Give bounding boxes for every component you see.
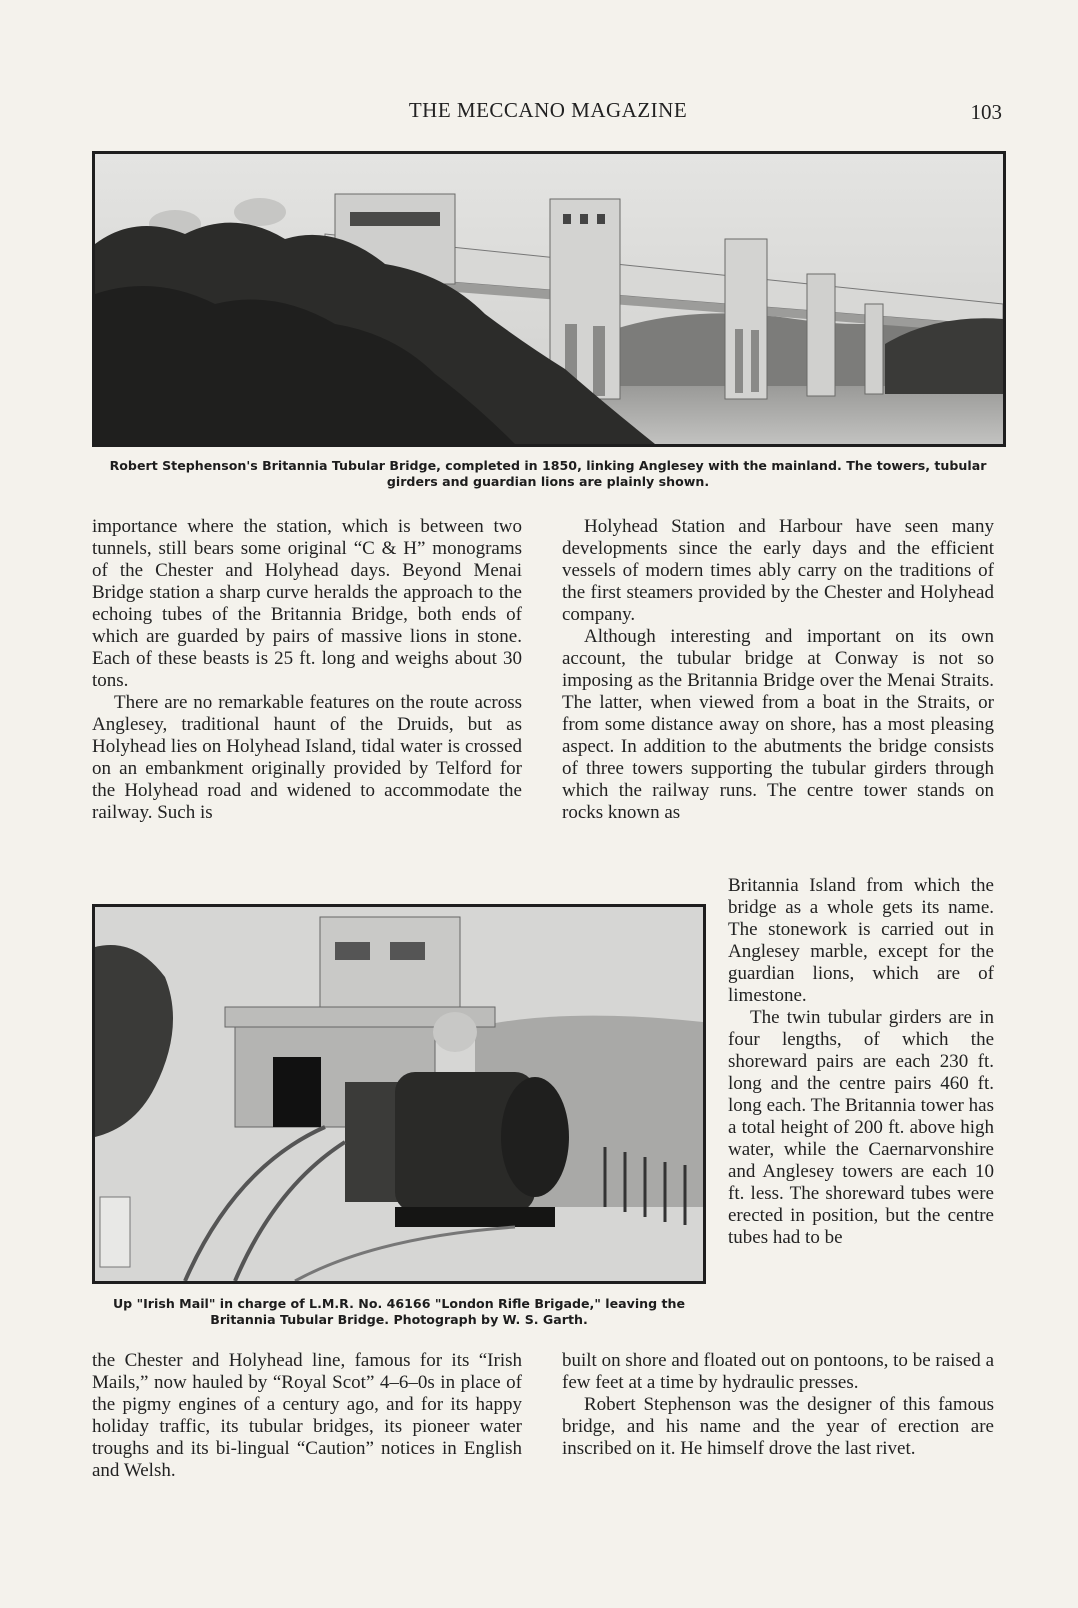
article-paragraph: importance where the station, which is between two tunnels, still bears some original “C & H” monograms of the Chester and Holyhead days. Beyond Menai Bridge station a sharp curve heralds the approach to the echoing tubes of the Britannia Bridge, both ends of which are guarded by pairs of massive lions in stone. Each of these beasts is 25 ft. long and weighs about 30 tons. (92, 516, 522, 691)
article-paragraph: built on shore and floated out on pontoons, to be raised a few feet at a time by hydraulic presses. (562, 1350, 994, 1393)
article-paragraph: There are no remarkable features on the route across Anglesey, traditional haunt of the Druids, but as Holyhead lies on Holyhead Island, tidal water is crossed on an embankment originally provided by Telford for the Holyhead road and widened to accommodate the railway. Such is (92, 692, 522, 823)
page-number: 103 (970, 100, 1002, 124)
article-narrow-column (728, 875, 994, 1249)
bridge-photo-illustration (95, 154, 1003, 444)
train-photo-caption: Up "Irish Mail" in charge of L.M.R. No. 46166 "London Rifle Brigade," leaving the Britannia Tubular Bridge. Photograph by W. S. Garth. (112, 1296, 686, 1327)
article-paragraph: the Chester and Holyhead line, famous for its “Irish Mails,” now hauled by “Royal Scot” 4–6–0s in place of the pigmy engines of a century ago, and for its happy holiday traffic, its tubular bridges, its pioneer water troughs and its bi-lingual “Caution” notices in English and Welsh. (92, 1350, 522, 1481)
article-paragraph: Robert Stephenson was the designer of this famous bridge, and his name and the year of erection are inscribed on it. He himself drove the last rivet. (562, 1394, 994, 1459)
article-left-column-lower (92, 1350, 522, 1482)
bridge-photograph (92, 151, 1006, 447)
running-head (92, 98, 1004, 132)
article-paragraph: The twin tubular girders are in four lengths, of which the shoreward pairs are each 230 ft. long and the centre pairs 460 ft. long each. The Britannia tower has a total height of 200 ft. above high water, while the Caernarvonshire and Anglesey towers are each 10 ft. less. The shoreward tubes were erected in position, but the centre tubes had to be (728, 1007, 994, 1248)
article-paragraph: Holyhead Station and Harbour have seen many developments since the early days and the efficient vessels of modern times ably carry on the traditions of the first steamers provided by the Chester and Holyhead company. (562, 516, 994, 625)
article-paragraph: Although interesting and important on its own account, the tubular bridge at Conway is not so imposing as the Britannia Bridge over the Menai Straits. The latter, when viewed from a boat in the Straits, or from some distance away on shore, has a most pleasing aspect. In addition to the abutments the bridge consists of three towers supporting the tubular girders through which the railway runs. The centre tower stands on rocks known as (562, 626, 994, 823)
article-left-column-upper (92, 516, 522, 824)
article-right-column-upper (562, 516, 994, 824)
train-photo-illustration (95, 907, 703, 1281)
magazine-title: THE MECCANO MAGAZINE (408, 98, 688, 122)
article-right-column-lower (562, 1350, 994, 1460)
article-paragraph: Britannia Island from which the bridge as a whole gets its name. The stonework is carried out in Anglesey marble, except for the guardian lions, which are of limestone. (728, 875, 994, 1006)
bridge-photo-caption: Robert Stephenson's Britannia Tubular Bridge, completed in 1850, linking Anglesey with the mainland. The towers, tubular girders and guardian lions are plainly shown. (109, 458, 987, 489)
train-photograph (92, 904, 706, 1284)
